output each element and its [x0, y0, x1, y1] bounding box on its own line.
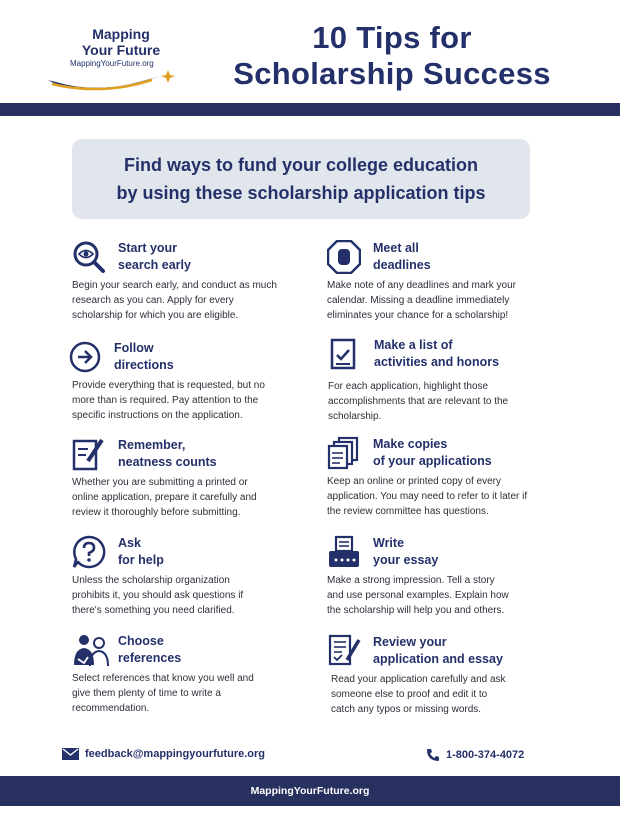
header-divider-bar [0, 103, 620, 116]
footer-email[interactable] [62, 748, 265, 760]
tip-title-line2: directions [114, 358, 174, 372]
tip-title-line1: Review your [373, 635, 447, 649]
tip-body: Whether you are submitting a printed or online application, prepare it carefully and review it thoroughly before submitting. [72, 477, 257, 518]
logo-url: MappingYourFuture.org [70, 59, 154, 68]
tip-body: Begin your search early, and conduct as much research as you can. Apply for every scholarship for which you are eligible. [72, 280, 277, 321]
title-line1: 10 Tips for [312, 20, 472, 55]
envelope-icon [62, 748, 79, 760]
footer-bar [0, 776, 620, 806]
checklist-icon [328, 337, 362, 371]
copies-icon [327, 436, 361, 470]
tip-title-line1: Make copies [373, 437, 448, 451]
tip-title-line2: application and essay [373, 652, 503, 666]
footer-site-link[interactable]: MappingYourFuture.org [250, 785, 370, 797]
tip-title-line1: Make a list of [374, 338, 453, 352]
question-bubble-icon [72, 535, 106, 569]
logo-line2: Your Future [81, 42, 161, 58]
pencil-paper-icon [72, 437, 106, 471]
tip-body: Make note of any deadlines and mark your calendar. Missing a deadline immediately eliminates your chance for a scholarship! [327, 280, 516, 321]
tip-body: Make a strong impression. Tell a story and use personal examples. Explain how the scholarship will help you and others. [327, 575, 509, 616]
typewriter-icon [327, 535, 361, 569]
email-link[interactable]: feedback@mappingyourfuture.org [85, 748, 266, 760]
tip-title-line2: your essay [373, 553, 439, 567]
tip-title-line2: for help [118, 553, 164, 567]
tip-title-line1: Follow [114, 341, 154, 355]
references-people-icon [72, 633, 112, 667]
tip-title-line2: neatness counts [118, 455, 217, 469]
phone-number[interactable]: 1-800-374-4072 [446, 748, 525, 761]
tip-body: Unless the scholarship organization prohibits it, you should ask questions if there's something you need clarified. [72, 575, 244, 616]
footer-phone[interactable] [426, 748, 524, 762]
banner-line1: Find ways to fund your college education [123, 155, 479, 175]
tip-title-line1: Write [373, 536, 405, 550]
tip-title-line1: Ask [118, 536, 141, 550]
tip-title-line2: search early [118, 258, 191, 272]
review-document-icon [327, 634, 361, 668]
magnifier-eye-icon [72, 240, 106, 274]
tip-body: Read your application carefully and ask someone else to proof and edit it to catch any typos or missing words. [331, 674, 506, 715]
tip-title-line2: deadlines [373, 258, 431, 272]
tip-body: Select references that know you well and give them plenty of time to write a recommendation. [72, 673, 254, 714]
tip-title-line1: Start your [118, 241, 178, 255]
tip-body: Keep an online or printed copy of every application. You may need to refer to it later if the review committee has questions. [327, 476, 528, 517]
arrow-circle-icon [68, 340, 102, 374]
tip-body: For each application, highlight those accomplishments that are relevant to the scholarship. [328, 381, 509, 422]
tip-title-line2: references [118, 651, 182, 665]
logo [42, 26, 182, 92]
tip-body: Provide everything that is requested, but no more than is required. Pay attention to the specific instructions on the application. [72, 380, 265, 421]
tip-title-line2: activities and honors [374, 355, 500, 369]
tip-title-line2: of your applications [373, 454, 492, 468]
phone-icon [426, 748, 440, 762]
title-line2: Scholarship Success [233, 56, 551, 91]
stop-hand-icon [327, 240, 361, 274]
logo-line1: Mapping [92, 26, 150, 42]
intro-banner [72, 139, 530, 219]
tip-title-line1: Meet all [373, 241, 419, 255]
tip-title-line1: Choose [118, 634, 164, 648]
page-title [212, 20, 572, 92]
banner-line2: by using these scholarship application tips [116, 183, 486, 203]
tip-title-line1: Remember, [118, 438, 186, 452]
